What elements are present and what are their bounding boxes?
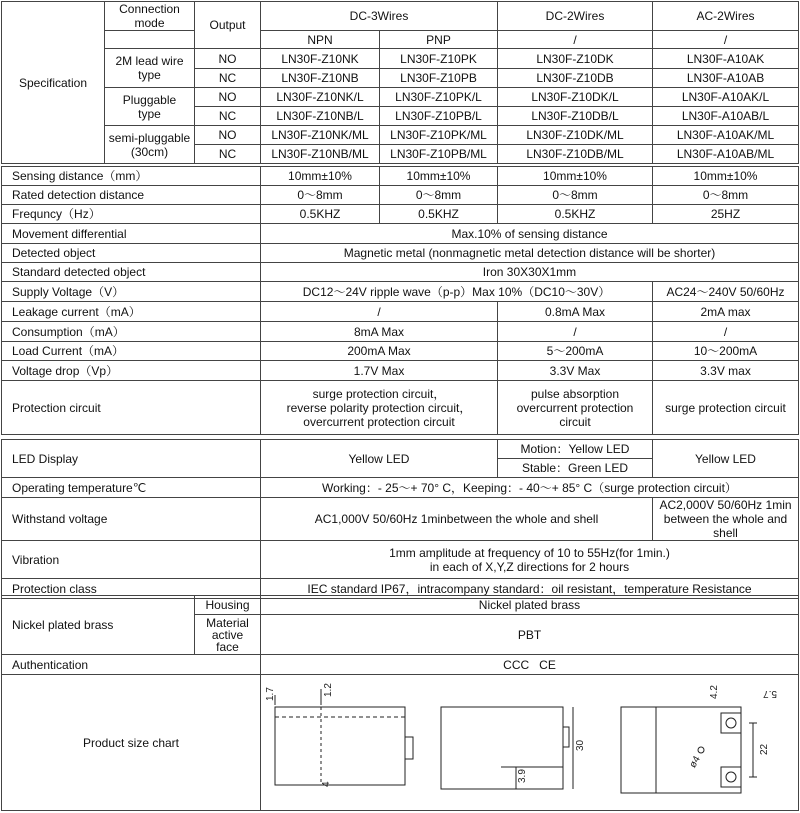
model-cell: LN30F-Z10DB/L xyxy=(498,107,653,126)
value-cell: 0.5KHZ xyxy=(380,205,498,224)
value-cell: / xyxy=(653,322,799,342)
value-cell: 3.3V max xyxy=(653,361,799,381)
product-size-drawing xyxy=(261,675,799,811)
model-cell: LN30F-Z10DK/ML xyxy=(498,126,653,145)
model-cell: LN30F-A10AB xyxy=(653,69,799,88)
output-header: Output xyxy=(195,2,261,49)
supply-voltage-ac: AC24～240V 50/60Hz xyxy=(653,282,799,302)
value-cell: 8mA Max xyxy=(261,322,498,342)
dim-label: 4.2 xyxy=(709,685,720,699)
withstand-voltage-dc: AC1,000V 50/60Hz 1minbetween the whole and shell xyxy=(261,498,653,541)
dim-label: 4 xyxy=(321,781,332,787)
voltage-drop-label: Voltage drop（Vp） xyxy=(2,361,261,381)
value-cell: 10mm±10% xyxy=(261,167,380,186)
led-display-label: LED Display xyxy=(2,440,261,478)
frequency-label: Frequncy（Hz） xyxy=(2,205,261,224)
model-cell: LN30F-Z10PK/L xyxy=(380,88,498,107)
dc2-header: DC-2Wires xyxy=(498,2,653,31)
model-cell: LN30F-Z10NB xyxy=(261,69,380,88)
model-cell: LN30F-Z10DB/ML xyxy=(498,145,653,164)
connection-mode-spacer xyxy=(105,31,195,49)
protection-circuit-ac2: surge protection circuit xyxy=(653,381,799,435)
led-display-ac2: Yellow LED xyxy=(653,440,799,478)
authentication-label: Authentication xyxy=(2,655,261,675)
value-cell: 10～200mA xyxy=(653,342,799,361)
value-cell: / xyxy=(261,302,498,322)
protection-circuit-dc2: pulse absorption overcurrent protection circuit xyxy=(498,381,653,435)
withstand-voltage-ac: AC2,000V 50/60Hz 1min between the whole and shell xyxy=(653,498,799,541)
detected-object-value: Magnetic metal (nonmagnetic metal detection distance will be shorter) xyxy=(261,244,799,263)
standard-object-label: Standard detected object xyxy=(2,263,261,282)
value-cell: 25HZ xyxy=(653,205,799,224)
dim-label: 3.9 xyxy=(517,769,528,783)
dim-label: 1.7 xyxy=(265,687,276,701)
load-current-label: Load Current（mA） xyxy=(2,342,261,361)
dim-label: 22 xyxy=(759,743,770,755)
authentication-value: CCC CE xyxy=(261,655,799,675)
rated-detection-label: Rated detection distance xyxy=(2,186,261,205)
vibration-label: Vibration xyxy=(2,541,261,579)
value-cell: 3.3V Max xyxy=(498,361,653,381)
spec-table xyxy=(1,1,799,164)
model-cell: LN30F-A10AB/ML xyxy=(653,145,799,164)
vibration-value: 1mm amplitude at frequency of 10 to 55Hz(for 1min.) in each of X,Y,Z directions for 2 hours xyxy=(261,541,799,579)
model-cell: LN30F-Z10PK xyxy=(380,49,498,69)
value-cell: 0.5KHZ xyxy=(498,205,653,224)
model-cell: LN30F-A10AK/L xyxy=(653,88,799,107)
top-view-body xyxy=(621,707,741,793)
operating-temp-value: Working：- 25～+ 70° C，Keeping：- 40～+ 85° C（surge protection circuit） xyxy=(261,478,799,498)
spec-table-led xyxy=(1,439,799,599)
output-cell: NO xyxy=(195,126,261,145)
consumption-label: Consumption（mA） xyxy=(2,322,261,342)
dim-label: 5.7 xyxy=(763,688,777,699)
model-cell: LN30F-Z10PB/L xyxy=(380,107,498,126)
output-cell: NC xyxy=(195,145,261,164)
output-cell: NO xyxy=(195,88,261,107)
withstand-voltage-label: Withstand voltage xyxy=(2,498,261,541)
led-display-stable: Stable：Green LED xyxy=(498,459,653,478)
top-view-hole-bottom xyxy=(721,767,741,787)
dim-label: 30 xyxy=(575,739,586,751)
side-view-body xyxy=(275,707,405,785)
operating-temp-label: Operating temperature℃ xyxy=(2,478,261,498)
material-label: Nickel plated brass xyxy=(2,596,195,655)
model-cell: LN30F-A10AK/ML xyxy=(653,126,799,145)
detected-object-label: Detected object xyxy=(2,244,261,263)
value-cell: 0～8mm xyxy=(261,186,380,205)
model-cell: LN30F-Z10DK/L xyxy=(498,88,653,107)
group-2m-lead-wire: 2M lead wire type xyxy=(105,49,195,88)
protection-class-label: Protection class xyxy=(2,579,261,599)
front-view-tab xyxy=(563,727,569,747)
model-cell: LN30F-Z10DB xyxy=(498,69,653,88)
pnp-header: PNP xyxy=(380,31,498,49)
housing-label: Housing xyxy=(195,596,261,615)
value-cell: 2mA max xyxy=(653,302,799,322)
supply-voltage-label: Supply Voltage（V） xyxy=(2,282,261,302)
value-cell: 10mm±10% xyxy=(380,167,498,186)
movement-differential-value: Max.10% of sensing distance xyxy=(261,224,799,244)
value-cell: / xyxy=(498,322,653,342)
value-cell: 0.5KHZ xyxy=(261,205,380,224)
active-face-value: PBT xyxy=(261,615,799,655)
output-cell: NC xyxy=(195,69,261,88)
movement-differential-label: Movement differential xyxy=(2,224,261,244)
value-cell: 0～8mm xyxy=(653,186,799,205)
group-pluggable: Pluggable type xyxy=(105,88,195,126)
value-cell: 0～8mm xyxy=(380,186,498,205)
npn-header: NPN xyxy=(261,31,380,49)
value-cell: 10mm±10% xyxy=(498,167,653,186)
spec-table-material xyxy=(1,595,799,811)
dim-label: ø4 xyxy=(687,754,703,770)
output-cell: NC xyxy=(195,107,261,126)
model-cell: LN30F-A10AB/L xyxy=(653,107,799,126)
model-cell: LN30F-Z10DK xyxy=(498,49,653,69)
dc2-slash: / xyxy=(498,31,653,49)
specification-label: Specification xyxy=(2,2,105,164)
active-face-label: Material active face xyxy=(195,615,261,655)
supply-voltage-dc: DC12～24V ripple wave（p-p）Max 10%（DC10～30V） xyxy=(261,282,653,302)
model-cell: LN30F-Z10NK/L xyxy=(261,88,380,107)
value-cell: 0～8mm xyxy=(498,186,653,205)
value-cell: 1.7V Max xyxy=(261,361,498,381)
dimension-drawings xyxy=(261,675,799,807)
dim-label: 1.2 xyxy=(323,683,334,697)
sensing-distance-label: Sensing distance（mm） xyxy=(2,167,261,186)
standard-object-value: Iron 30X30X1mm xyxy=(261,263,799,282)
model-cell: LN30F-Z10NB/L xyxy=(261,107,380,126)
group-semi-pluggable: semi-pluggable (30cm) xyxy=(105,126,195,164)
product-size-label: Product size chart xyxy=(2,675,261,811)
model-cell: LN30F-Z10PB/ML xyxy=(380,145,498,164)
dc3-header: DC-3Wires xyxy=(261,2,498,31)
connection-mode-header: Connection mode xyxy=(105,2,195,31)
ac2-slash: / xyxy=(653,31,799,49)
model-cell: LN30F-Z10NK xyxy=(261,49,380,69)
led-display-dc3: Yellow LED xyxy=(261,440,498,478)
leakage-current-label: Leakage current（mA） xyxy=(2,302,261,322)
top-view-hole-top xyxy=(721,713,741,733)
led-display-motion: Motion：Yellow LED xyxy=(498,440,653,459)
model-cell: LN30F-Z10PB xyxy=(380,69,498,88)
side-view-tab xyxy=(405,737,413,759)
value-cell: 200mA Max xyxy=(261,342,498,361)
housing-value: Nickel plated brass xyxy=(261,596,799,615)
output-cell: NO xyxy=(195,49,261,69)
value-cell: 0.8mA Max xyxy=(498,302,653,322)
protection-circuit-dc3: surge protection circuit， reverse polarity protection circuit， overcurrent protection circuit xyxy=(261,381,498,435)
protection-circuit-label: Protection circuit xyxy=(2,381,261,435)
model-cell: LN30F-Z10PK/ML xyxy=(380,126,498,145)
ac2-header: AC-2Wires xyxy=(653,2,799,31)
protection-class-value: IEC standard IP67，intracompany standard：oil resistant，temperature Resistance xyxy=(261,579,799,599)
spec-table-body xyxy=(1,166,799,435)
model-cell: LN30F-Z10NK/ML xyxy=(261,126,380,145)
front-view-body xyxy=(441,707,563,789)
model-cell: LN30F-Z10NB/ML xyxy=(261,145,380,164)
value-cell: 5～200mA xyxy=(498,342,653,361)
model-cell: LN30F-A10AK xyxy=(653,49,799,69)
value-cell: 10mm±10% xyxy=(653,167,799,186)
